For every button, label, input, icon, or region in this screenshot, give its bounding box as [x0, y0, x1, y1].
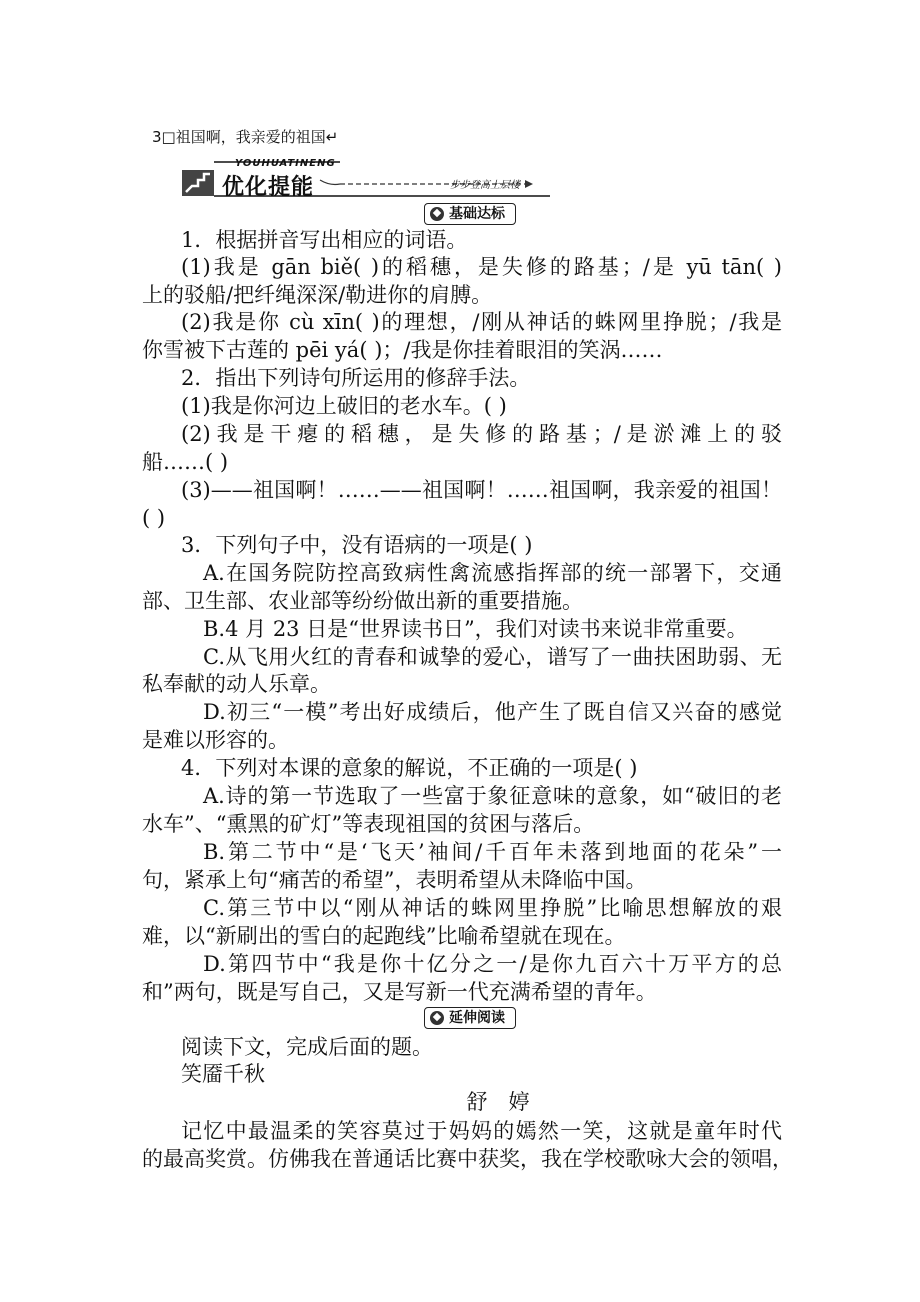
q2-item-1: (1)我是你河边上破旧的老水车。( ) — [181, 394, 507, 418]
q3-option-c-cont: 私奉献的动人乐章。 — [142, 672, 331, 696]
q4-option-c: C.第三节中以“刚从神话的蛛网里挣脱”比喻思想解放的艰 — [203, 896, 782, 920]
q3-option-d-cont: 是难以形容的。 — [142, 728, 289, 752]
q1-item-1: (1)我是 gān biě( )的稻穗，是失修的路基；/是 yū tān( ) — [181, 255, 782, 279]
section-banner — [180, 158, 552, 200]
q4-option-c-cont: 难，以“新刷出的雪白的起跑线”比喻希望就在现在。 — [142, 924, 626, 948]
q3-option-a-cont: 部、卫生部、农业部等纷纷做出新的重要措施。 — [142, 589, 583, 613]
reading-instruction: 阅读下文，完成后面的题。 — [181, 1035, 433, 1059]
q2-item-2-cont: 船……( ) — [142, 450, 229, 474]
q2-item-3: (3)——祖国啊！……——祖国啊！……祖国啊，我亲爱的祖国！ — [181, 478, 782, 502]
q3-option-c: C.从飞用火红的青春和诚挚的爱心，谱写了一曲扶困助弱、无 — [203, 645, 782, 669]
q1-item-2-cont: 你雪被下古莲的 pēi yá( )；/我是你挂着眼泪的笑涡…… — [142, 338, 663, 362]
q3-option-d: D.初三“一模”考出好成绩后，他产生了既自信又兴奋的感觉 — [203, 700, 782, 724]
q1-item-2: (2)我是你 cù xīn( )的理想，/刚从神话的蛛网里挣脱；/我是 — [181, 310, 782, 334]
reading-title: 笑靥千秋 — [181, 1062, 265, 1086]
diamond-icon — [430, 207, 444, 221]
q4-option-d: D.第四节中“我是你十亿分之一/是你九百六十万平方的总 — [203, 952, 782, 976]
lesson-header: 3□祖国啊，我亲爱的祖国↵ — [152, 128, 339, 146]
banner-title: 优化提能 — [222, 175, 315, 200]
banner-english: YOUHUATINENG — [235, 158, 336, 169]
diamond-icon — [430, 1011, 444, 1025]
reading-paragraph-cont: 的最高奖赏。仿佛我在普通话比赛中获奖，我在学校歌咏大会的领唱， — [142, 1147, 793, 1171]
basic-section-tag: 基础达标 — [424, 203, 516, 225]
q4-option-a-cont: 水车”、“熏黑的矿灯”等表现祖国的贫困与落后。 — [142, 812, 595, 836]
reading-paragraph: 记忆中最温柔的笑容莫过于妈妈的嫣然一笑，这就是童年时代 — [181, 1119, 782, 1143]
reading-author: 舒 婷 — [466, 1090, 530, 1114]
question-2: 2．指出下列诗句所运用的修辞手法。 — [181, 366, 531, 390]
question-1: 1．根据拼音写出相应的词语。 — [181, 228, 468, 252]
q4-option-a: A.诗的第一节选取了一些富于象征意味的意象，如“破旧的老 — [203, 784, 782, 808]
q4-option-d-cont: 和”两句，既是写自己，又是写新一代充满希望的青年。 — [142, 980, 657, 1004]
extend-section-tag: 延伸阅读 — [424, 1007, 516, 1029]
q4-option-b: B.第二节中“是‘飞天’袖间/千百年未落到地面的花朵”一 — [203, 840, 782, 864]
q3-option-a: A.在国务院防控高致病性禽流感指挥部的统一部署下，交通 — [203, 561, 782, 585]
q3-option-b: B.4 月 23 日是“世界读书日”，我们对读书来说非常重要。 — [203, 617, 748, 641]
q1-item-1-cont: 上的驳船/把纤绳深深/勒进你的肩膊。 — [142, 283, 493, 307]
banner-subtitle: 步步登高上层楼 — [450, 180, 520, 191]
question-4: 4．下列对本课的意象的解说，不正确的一项是( ) — [181, 756, 638, 780]
q2-item-2: (2)我是干瘪的稻穗，是失修的路基；/是淤滩上的驳 — [181, 422, 782, 446]
q2-item-3-cont: ( ) — [142, 506, 166, 530]
question-3: 3．下列句子中，没有语病的一项是( ) — [181, 533, 533, 557]
q4-option-b-cont: 句，紧承上句“痛苦的希望”，表明希望从未降临中国。 — [142, 868, 647, 892]
